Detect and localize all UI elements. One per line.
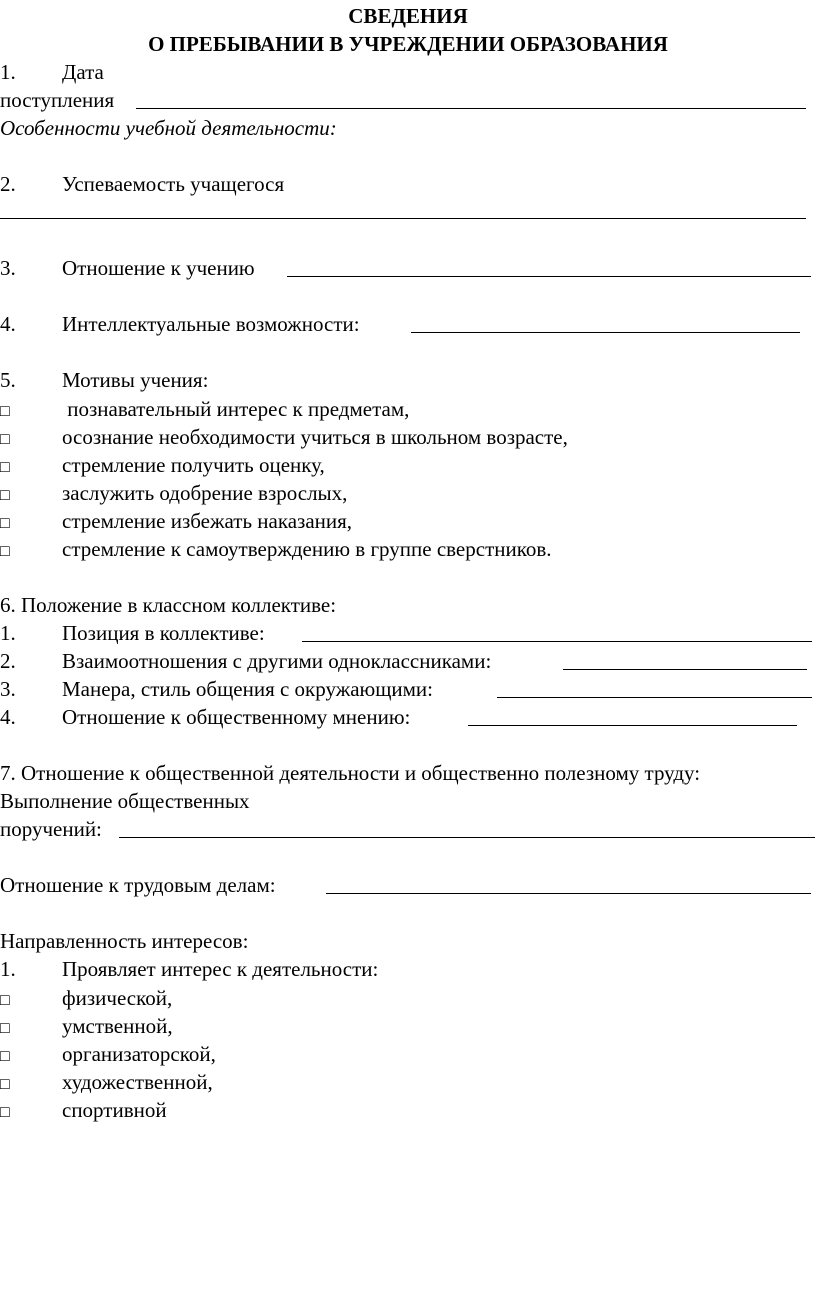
checkbox-icon[interactable]: □ <box>0 459 10 476</box>
section-1-row-b <box>0 86 816 114</box>
checkbox-icon[interactable]: □ <box>0 543 10 560</box>
section-1-label-b: поступления <box>0 88 115 112</box>
item-number: 1. <box>0 957 16 981</box>
section-1-row <box>0 58 816 86</box>
motive-option-label: стремление к самоутверждению в группе сверстников. <box>62 537 552 561</box>
interest-option-1[interactable] <box>0 984 816 1012</box>
section-6-item-2 <box>0 647 816 675</box>
interest-option-label: организаторской, <box>62 1042 216 1066</box>
checkbox-icon[interactable]: □ <box>0 1020 10 1037</box>
motive-option-label: заслужить одобрение взрослых, <box>62 481 348 505</box>
motive-option-label: познавательный интерес к предметам, <box>62 397 410 421</box>
public-assignments-field[interactable] <box>119 837 815 838</box>
section-5-row <box>0 366 816 394</box>
checkbox-icon[interactable]: □ <box>0 992 10 1009</box>
performance-field[interactable] <box>0 218 806 219</box>
motive-option-label: стремление получить оценку, <box>62 453 325 477</box>
section-7-heading: 7. Отношение к общественной деятельности и общественно полезному труду: <box>0 761 701 785</box>
section-4-row <box>0 310 816 338</box>
section-6-item-1 <box>0 619 816 647</box>
section-2-row <box>0 170 816 198</box>
attitude-to-study-field[interactable] <box>287 276 811 277</box>
section-6-heading: 6. Положение в классном коллективе: <box>0 593 337 617</box>
section-7-line-b: поручений: <box>0 817 102 841</box>
motive-option-4[interactable] <box>0 479 816 507</box>
section-1-number: 1. <box>0 60 16 84</box>
motive-option-label: осознание необходимости учиться в школьном возрасте, <box>62 425 568 449</box>
section-7-line-a: Выполнение общественных <box>0 789 250 813</box>
motive-option-label: стремление избежать наказания, <box>62 509 353 533</box>
classmates-relations-field[interactable] <box>563 669 807 670</box>
checkbox-icon[interactable]: □ <box>0 431 10 448</box>
motive-option-3[interactable] <box>0 451 816 479</box>
checkbox-icon[interactable]: □ <box>0 1104 10 1121</box>
motive-option-1[interactable] <box>0 395 816 423</box>
item-label: Проявляет интерес к деятельности: <box>62 957 379 981</box>
motive-option-5[interactable] <box>0 507 816 535</box>
section-3-number: 3. <box>0 256 16 280</box>
interests-heading: Направленность интересов: <box>0 929 249 953</box>
interest-option-label: художественной, <box>62 1070 213 1094</box>
item-label: Манера, стиль общения с окружающими: <box>62 677 433 701</box>
item-label: Отношение к общественному мнению: <box>62 705 411 729</box>
section-3-label: Отношение к учению <box>62 256 255 280</box>
item-label: Взаимоотношения с другими одноклассниками: <box>62 649 492 673</box>
section-5-label: Мотивы учения: <box>62 368 209 392</box>
item-number: 3. <box>0 677 16 701</box>
motive-option-2[interactable] <box>0 423 816 451</box>
section-1-label: Дата <box>62 60 104 84</box>
work-attitude-label: Отношение к трудовым делам: <box>0 873 276 897</box>
section-3-row <box>0 254 816 282</box>
interest-option-label: спортивной <box>62 1098 167 1122</box>
interest-option-label: умственной, <box>62 1014 173 1038</box>
item-number: 1. <box>0 621 16 645</box>
checkbox-icon[interactable]: □ <box>0 403 10 420</box>
checkbox-icon[interactable]: □ <box>0 1076 10 1093</box>
checkbox-icon[interactable]: □ <box>0 515 10 532</box>
checkbox-icon[interactable]: □ <box>0 1048 10 1065</box>
section-2-label: Успеваемость учащегося <box>62 172 285 196</box>
admission-date-field[interactable] <box>136 108 806 109</box>
interest-option-3[interactable] <box>0 1040 816 1068</box>
document-title-line1: СВЕДЕНИЯ <box>348 4 468 28</box>
work-attitude-row <box>0 871 816 899</box>
item-number: 2. <box>0 649 16 673</box>
item-label: Позиция в коллективе: <box>62 621 265 645</box>
section-6-item-4 <box>0 703 816 731</box>
features-heading: Особенности учебной деятельности: <box>0 116 337 140</box>
interest-option-4[interactable] <box>0 1068 816 1096</box>
section-4-label: Интеллектуальные возможности: <box>62 312 360 336</box>
communication-style-field[interactable] <box>497 697 812 698</box>
position-in-group-field[interactable] <box>302 641 812 642</box>
section-2-number: 2. <box>0 172 16 196</box>
intellectual-abilities-field[interactable] <box>411 332 800 333</box>
public-opinion-field[interactable] <box>468 725 797 726</box>
section-6-item-3 <box>0 675 816 703</box>
section-4-number: 4. <box>0 312 16 336</box>
interest-option-2[interactable] <box>0 1012 816 1040</box>
interest-option-label: физической, <box>62 986 173 1010</box>
interest-option-5[interactable] <box>0 1096 816 1124</box>
section-5-number: 5. <box>0 368 16 392</box>
motive-option-6[interactable] <box>0 535 816 563</box>
work-attitude-field[interactable] <box>326 893 811 894</box>
interests-item-1 <box>0 955 816 983</box>
checkbox-icon[interactable]: □ <box>0 487 10 504</box>
document-title-line2: О ПРЕБЫВАНИИ В УЧРЕЖДЕНИИ ОБРАЗОВАНИЯ <box>148 32 668 56</box>
item-number: 4. <box>0 705 16 729</box>
